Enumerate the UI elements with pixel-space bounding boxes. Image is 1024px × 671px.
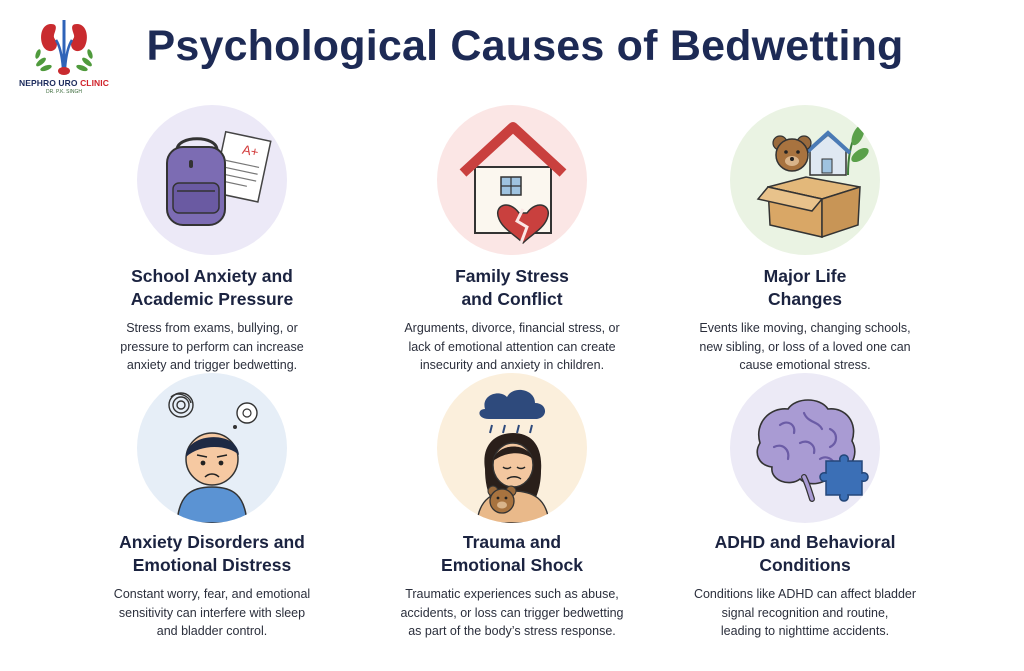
worried-child-icon (137, 373, 287, 523)
page-title: Psychological Causes of Bedwetting (146, 22, 904, 70)
svg-text:A+: A+ (240, 141, 260, 160)
card-heading: Family Stress and Conflict (455, 266, 569, 309)
card-description: Traumatic experiences such as abuse, accidents, or loss can trigger bedwetting as part of the body’s stress response. (400, 587, 624, 638)
backpack-and-test-icon (137, 105, 287, 255)
moving-box-teddy-icon (730, 105, 880, 255)
card-heading: Anxiety Disorders and Emotional Distress (119, 532, 305, 575)
card-anxiety-disorders (62, 373, 362, 641)
house-broken-heart-icon (437, 105, 587, 255)
card-school-anxiety (62, 105, 362, 375)
logo-name-part1: NEPHRO URO (18, 78, 81, 88)
card-description: Events like moving, changing schools, new sibling, or loss of a loved one can cause emotional stress. (699, 321, 911, 372)
card-major-life-changes (655, 105, 955, 375)
card-heading: Major Life Changes (763, 266, 847, 309)
card-adhd (655, 373, 955, 641)
card-description: Arguments, divorce, financial stress, or lack of emotional attention can create insecurity and anxiety in children. (404, 321, 620, 372)
card-description: Stress from exams, bullying, or pressure to perform can increase anxiety and trigger bedwetting. (120, 321, 304, 372)
card-heading: Trauma and Emotional Shock (441, 532, 583, 575)
clinic-logo (14, 16, 114, 108)
logo-subtitle: DR. P.K. SINGH (45, 89, 83, 95)
card-heading: ADHD and Behavioral Conditions (714, 532, 896, 575)
card-heading: School Anxiety and Academic Pressure (130, 266, 294, 309)
kidney-logo-icon (29, 16, 99, 78)
logo-name-part2: CLINIC (80, 78, 109, 88)
card-description: Constant worry, fear, and emotional sensitivity can interfere with sleep and bladder control. (113, 587, 311, 638)
card-family-stress (362, 105, 662, 375)
brain-puzzle-icon (730, 373, 880, 523)
card-description: Conditions like ADHD can affect bladder signal recognition and routine, leading to nighttime accidents. (693, 587, 917, 638)
card-trauma (362, 373, 662, 641)
sad-child-rain-cloud-icon (437, 373, 587, 523)
